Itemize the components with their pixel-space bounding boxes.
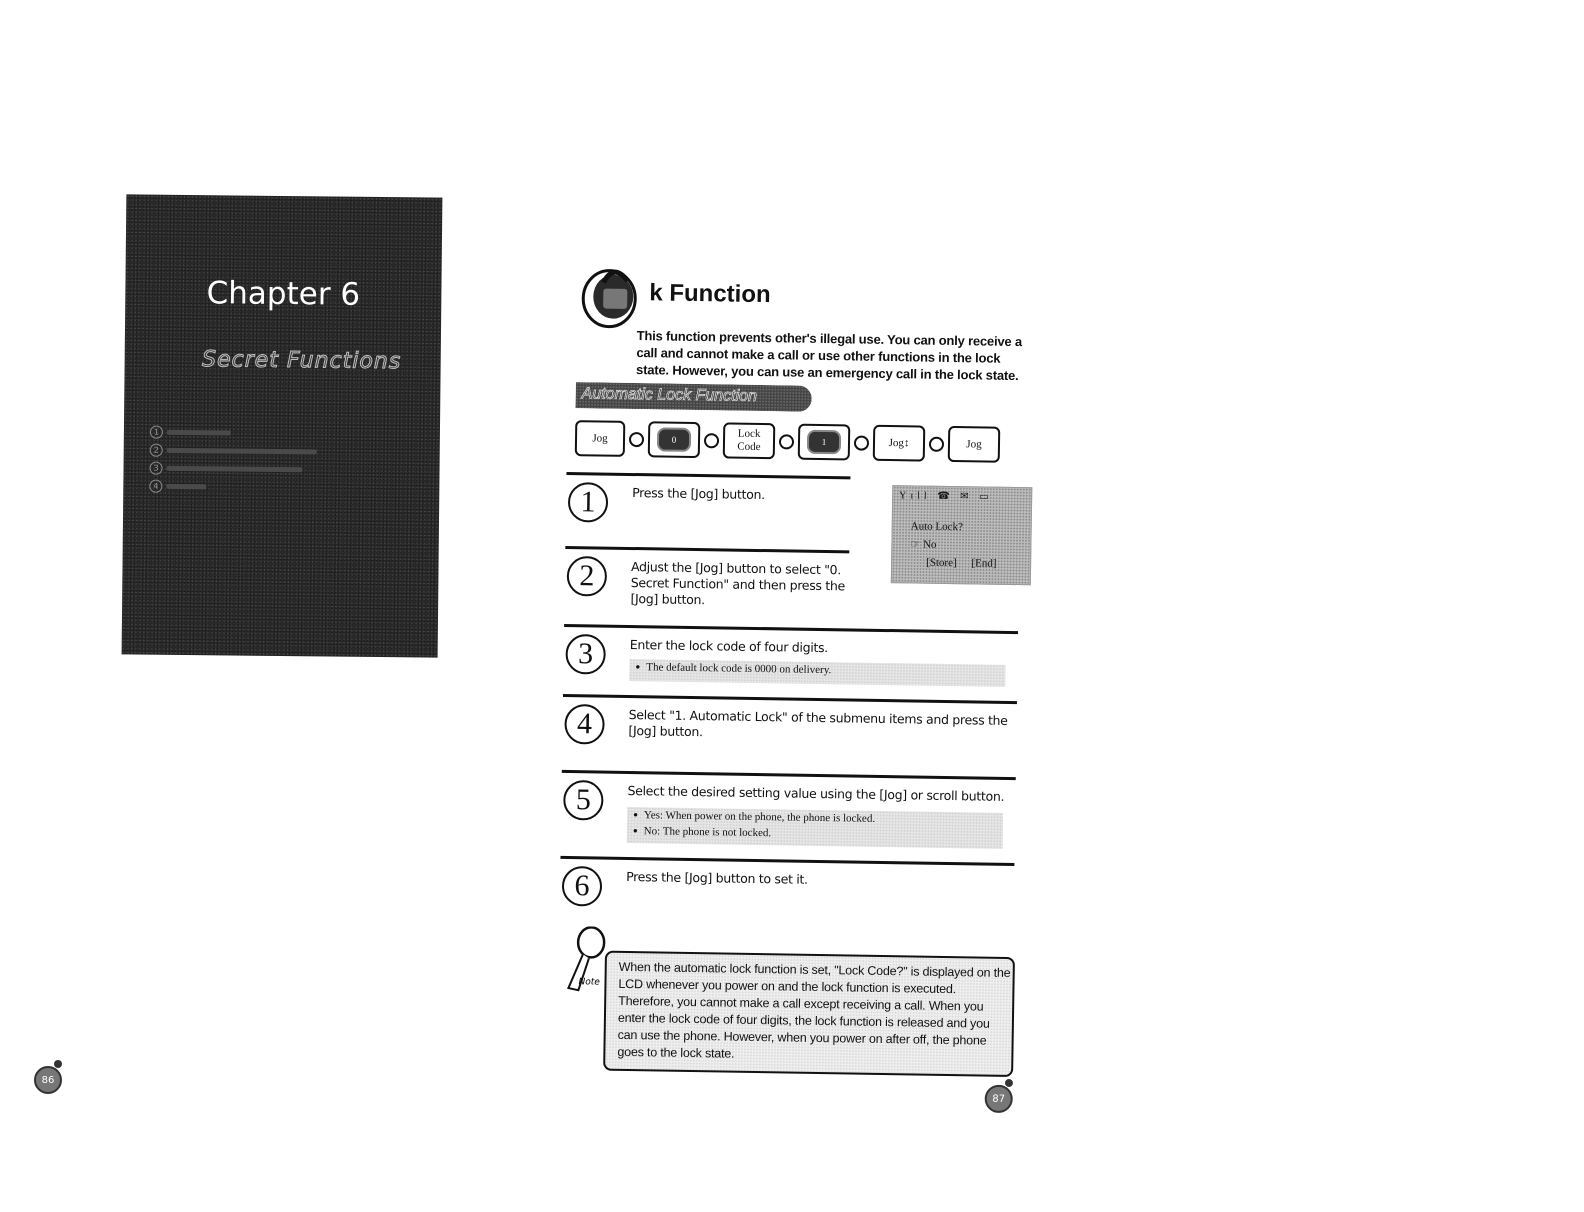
key-label: 1 — [807, 430, 841, 455]
step-number: 3 — [565, 634, 606, 675]
divider — [566, 472, 850, 479]
step-5 — [560, 770, 1021, 863]
step-text: Adjust the [Jog] button to select "0. Secret Function" and then press the [Jog] button. — [630, 558, 846, 608]
next-arrow-icon — [854, 435, 869, 450]
step-number: 6 — [562, 866, 603, 907]
key-label: 0 — [657, 427, 691, 452]
section-banner — [576, 382, 812, 412]
blurred-text — [167, 429, 231, 435]
bullet-number-icon: 2 — [150, 443, 163, 456]
lcd-status-icons: Yıll ☎ ✉ ▭ — [899, 490, 993, 503]
divider — [565, 546, 849, 553]
blurred-text — [166, 483, 206, 488]
bullet-number-icon: 1 — [150, 425, 163, 438]
key-label: Jog — [592, 431, 608, 445]
blurred-text — [167, 465, 303, 471]
key-label: Jog — [966, 437, 982, 450]
step-text: Select the desired setting value using the [Jog] or scroll button. — [627, 782, 1005, 804]
bullet-number-icon: 3 — [149, 461, 162, 474]
page-title: k Function — [649, 279, 771, 309]
bullet-item: ● No: The phone is not locked. — [633, 825, 772, 839]
note-text: When the automatic lock function is set, "Lock Code?" is displayed on the LCD whenever you power on and the lock function is executed. Therefore, you cannot make a call except receiving a call. When you enter the lock code of four digits, the lock function is released and you can use the phone. However, when you power on after off, the phone goes to the lock state. — [617, 959, 1011, 1061]
key-1 — [798, 424, 851, 461]
step-2 — [564, 546, 1025, 631]
page-number-left — [34, 1060, 66, 1090]
step-text: Enter the lock code of four digits. — [629, 636, 829, 656]
key-label: Jog↕ — [888, 436, 910, 449]
step-4 — [562, 694, 1023, 777]
step-text: Select "1. Automatic Lock" of the submenu items and press the [Jog] button. — [628, 706, 1008, 740]
step-3 — [563, 624, 1024, 703]
chapter-subtitle: Secret Functions — [201, 347, 402, 375]
step-number: 4 — [564, 704, 605, 745]
lcd-prompt: Auto Lock? — [910, 520, 964, 534]
lock-function-page — [556, 250, 1050, 1137]
list-item — [149, 477, 316, 497]
blurred-text — [167, 447, 317, 454]
magnifier-note-icon — [564, 926, 609, 997]
lcd-option: ☞ No — [910, 538, 937, 551]
note-label: Note — [578, 977, 600, 988]
intro-paragraph: This function prevents other's illegal use. You can only receive a call and cannot make a call or use other functions in the lock state. However, you can use an emergency call in the lock state. — [636, 328, 1023, 384]
bullet-number-icon: 4 — [149, 479, 162, 492]
key-jog-final — [948, 426, 1001, 463]
key-label: Lock Code — [737, 427, 761, 454]
lcd-softkeys: [Store] [End] — [926, 556, 997, 570]
list-item — [150, 423, 317, 443]
step-text: Press the [Jog] button to set it. — [626, 868, 808, 887]
key-0 — [648, 421, 701, 458]
next-arrow-icon — [929, 436, 944, 451]
page-number-badge: 87 — [985, 1085, 1013, 1113]
page-number-right — [985, 1079, 1017, 1109]
section-title: Automatic Lock Function — [581, 385, 758, 405]
decoration-dot — [54, 1060, 62, 1068]
list-item — [149, 459, 316, 479]
chapter-cover-panel — [122, 194, 443, 657]
key-lock-code — [723, 422, 776, 459]
bullet-item: ● Yes: When power on the phone, the phone is locked. — [633, 809, 875, 825]
step-6 — [559, 856, 1020, 933]
list-item — [150, 441, 317, 461]
next-arrow-icon — [704, 433, 719, 448]
key-sequence — [575, 420, 1001, 463]
chapter-contents-list — [149, 423, 317, 497]
lock-logo-icon — [579, 258, 644, 331]
chapter-title: Chapter 6 — [206, 275, 361, 313]
bullet-item: ● The default lock code is 0000 on delivery. — [635, 661, 831, 676]
step-number: 5 — [563, 780, 604, 821]
step-number: 1 — [568, 482, 609, 523]
step-text: Press the [Jog] button. — [632, 485, 765, 503]
key-jog — [575, 420, 626, 457]
step-1 — [565, 472, 1026, 549]
page-number-badge: 86 — [34, 1066, 62, 1094]
step-number: 2 — [567, 556, 608, 597]
key-jog-scroll — [873, 425, 926, 462]
note-box — [603, 951, 1015, 1077]
next-arrow-icon — [779, 434, 794, 449]
decoration-dot — [1005, 1079, 1013, 1087]
next-arrow-icon — [629, 431, 644, 446]
